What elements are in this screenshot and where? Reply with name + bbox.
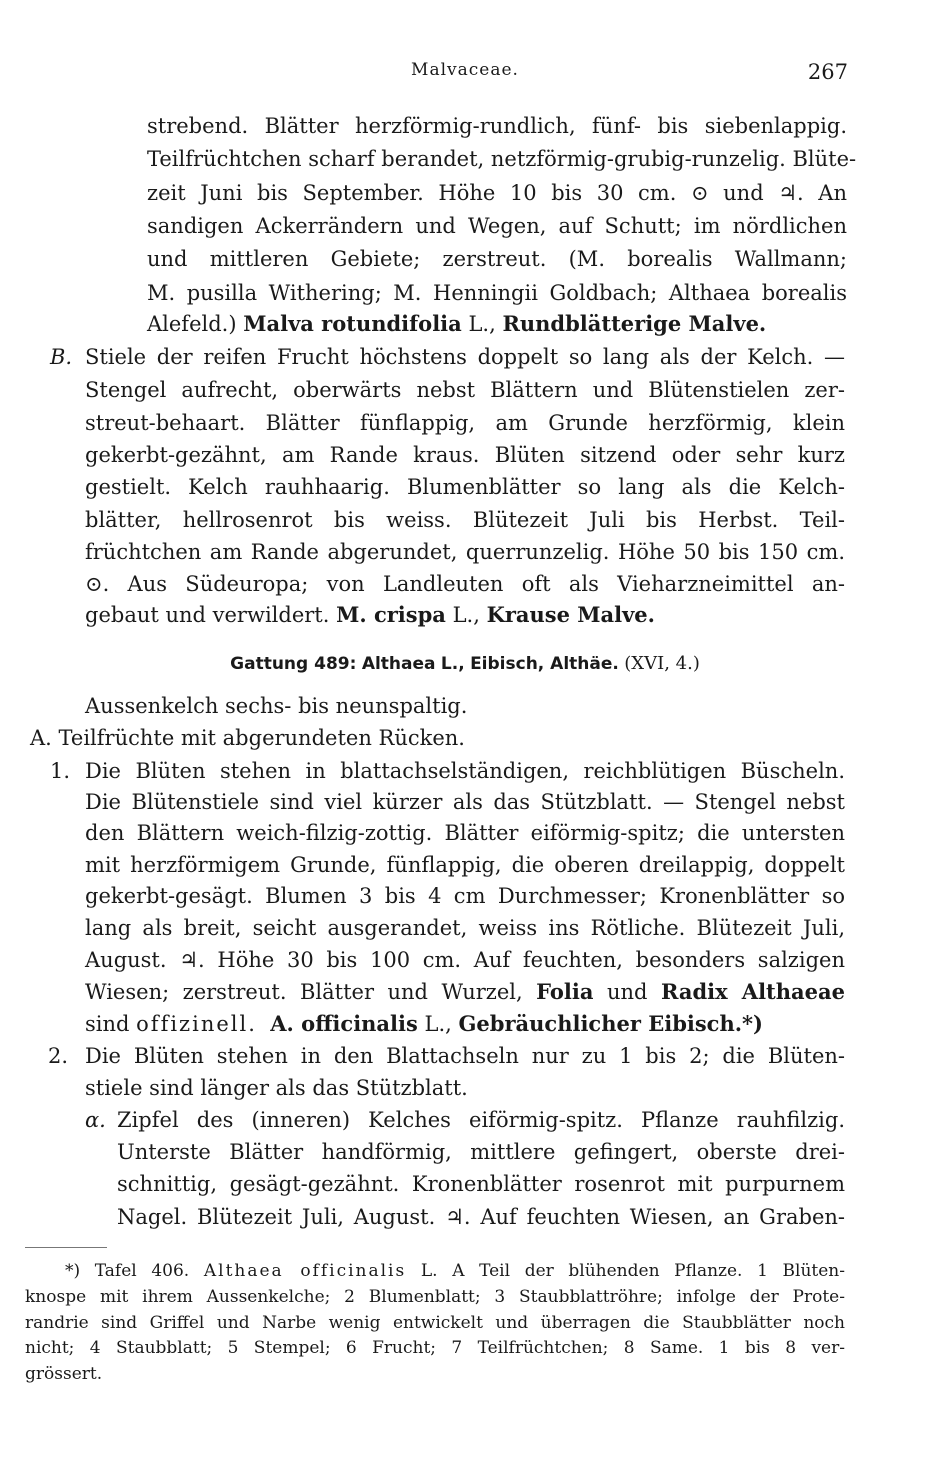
text-line: Nagel. Blütezeit Juli, August. ♃. Auf feuchten Wiesen, an Graben- (117, 1205, 845, 1229)
subitem-marker: α. (85, 1108, 106, 1132)
genus-heading (0, 653, 930, 674)
text-span: gebaut und verwildert. (85, 603, 330, 627)
text-line: und mittleren Gebiete; zerstreut. (M. borealis Wallmann; (147, 247, 847, 271)
text-line: Unterste Blätter handförmig, mittlere gefingert, oberste drei- (117, 1140, 845, 1164)
genus-label: Gattung 489: (230, 654, 357, 674)
text-span: und (606, 980, 648, 1004)
genus-name: Althaea (361, 654, 436, 674)
common-name: Rundblätterige Malve. (502, 311, 767, 336)
species-name: Malva rotundifolia (243, 311, 462, 336)
genus-author: L., (440, 654, 465, 674)
species-line (85, 1010, 763, 1038)
text-line: gekerbt-gesägt. Blumen 3 bis 4 cm Durchmesser; Kronenblätter so (85, 884, 845, 908)
text-line: stiele sind länger als das Stützblatt. (85, 1076, 468, 1100)
page-number: 267 (807, 60, 848, 84)
text-line: früchtchen am Rande abgerundet, querrunzelig. Höhe 50 bis 150 cm. (85, 540, 845, 564)
running-head: Malvaceae. (411, 60, 519, 80)
text-line: ⊙. Aus Südeuropa; von Landleuten oft als Vieharzneimittel an- (85, 572, 845, 596)
text-line: Stiele der reifen Frucht höchstens doppelt so lang als der Kelch. — (85, 345, 845, 369)
text-line: streut-behaart. Blätter fünflappig, am Grunde herzförmig, klein (85, 411, 845, 435)
author-abbrev: L., (424, 1012, 452, 1036)
text-span: L. A Teil der blühenden Pflanze. 1 Blüten- (420, 1261, 845, 1281)
text-line: Teilfrüchtchen scharf berandet, netzförmig-grubig-runzelig. Blüte- (147, 147, 857, 171)
text-line: Die Blütenstiele sind viel kürzer als das Stützblatt. — Stengel nebst (85, 790, 845, 814)
item-marker: 2. (48, 1044, 69, 1068)
drug-name: Folia (536, 979, 594, 1004)
footnote-line: grössert. (25, 1364, 103, 1384)
text-span: Wiesen; zerstreut. Blätter und Wurzel, (85, 980, 523, 1004)
species-name: A. officinalis (270, 1011, 418, 1036)
text-line: Stengel aufrecht, oberwärts nebst Blättern und Blütenstielen zer- (85, 378, 845, 402)
text-line: mit herzförmigem Grunde, fünflappig, die oberen dreilappig, doppelt (85, 853, 845, 877)
text-line: Die Blüten stehen in den Blattachseln nur zu 1 bis 2; die Blüten- (85, 1044, 845, 1068)
text-line: gekerbt-gezähnt, am Rande kraus. Blüten sitzend oder sehr kurz (85, 443, 845, 467)
text-line: M. pusilla Withering; M. Henningii Goldbach; Althaea borealis (147, 281, 847, 305)
drug-line (85, 978, 845, 1006)
text-line: strebend. Blätter herzförmig-rundlich, fünf- bis siebenlappig. (147, 114, 847, 138)
section-marker: B. (50, 345, 73, 369)
text-line: Die Blüten stehen in blattachselständigen, reichblütigen Büscheln. (85, 759, 845, 783)
item-marker: 1. (50, 759, 71, 783)
species-line (147, 310, 766, 338)
footnote-line (65, 1259, 845, 1283)
text-line: August. ♃. Höhe 30 bis 100 cm. Auf feuchten, besonders salzigen (85, 948, 845, 972)
common-name: Gebräuchlicher Eibisch.*) (458, 1011, 763, 1036)
text-line: den Blättern weich-filzig-zottig. Blätter eiförmig-spitz; die untersten (85, 821, 845, 845)
common-name: Krause Malve. (486, 602, 655, 627)
text-line: Zipfel des (inneren) Kelches eiförmig-spitz. Pflanze rauhfilzig. (117, 1108, 845, 1132)
text-span: Alefeld.) (147, 312, 237, 336)
text-line: zeit Juni bis September. Höhe 10 bis 30 cm. ⊙ und ♃. An (147, 181, 847, 205)
author-abbrev: L., (452, 603, 480, 627)
drug-name: Radix Althaeae (660, 979, 845, 1004)
footnote-line: nicht; 4 Staubblatt; 5 Stempel; 6 Frucht; 7 Teilfrüchtchen; 8 Same. 1 bis 8 ver- (25, 1338, 845, 1358)
linnaean-class: (XVI, 4.) (624, 653, 700, 674)
genus-common-name: Eibisch, Althäe. (470, 654, 619, 674)
key-heading-a: A. Teilfrüchte mit abgerundeten Rücken. (30, 726, 465, 750)
author-abbrev: L., (468, 312, 496, 336)
genus-intro: Aussenkelch sechs- bis neunspaltig. (85, 694, 468, 718)
text-line: lang als breit, seicht ausgerandet, weiss ins Rötliche. Blütezeit Juli, (85, 916, 845, 940)
footnote-line: knospe mit ihrem Aussenkelche; 2 Blumenblatt; 3 Staubblattröhre; infolge der Prote- (25, 1287, 845, 1307)
text-span: *) Tafel 406. (65, 1261, 190, 1281)
spaced-text: offizinell. (136, 1012, 257, 1036)
footnote-line: randrie sind Griffel und Narbe wenig entwickelt und überragen die Staubblätter noch (25, 1313, 845, 1333)
footnote-rule (25, 1247, 107, 1248)
species-name: Althaea officinalis (203, 1261, 407, 1281)
text-span: sind (85, 1012, 130, 1036)
species-name: M. crispa (336, 602, 446, 627)
text-line: schnittig, gesägt-gezähnt. Kronenblätter rosenrot mit purpurnem (117, 1172, 845, 1196)
species-line (85, 601, 655, 629)
text-line: gestielt. Kelch rauhhaarig. Blumenblätter so lang als die Kelch- (85, 475, 845, 499)
text-line: blätter, hellrosenrot bis weiss. Blütezeit Juli bis Herbst. Teil- (85, 508, 845, 532)
text-line: sandigen Ackerrändern und Wegen, auf Schutt; im nördlichen (147, 214, 847, 238)
